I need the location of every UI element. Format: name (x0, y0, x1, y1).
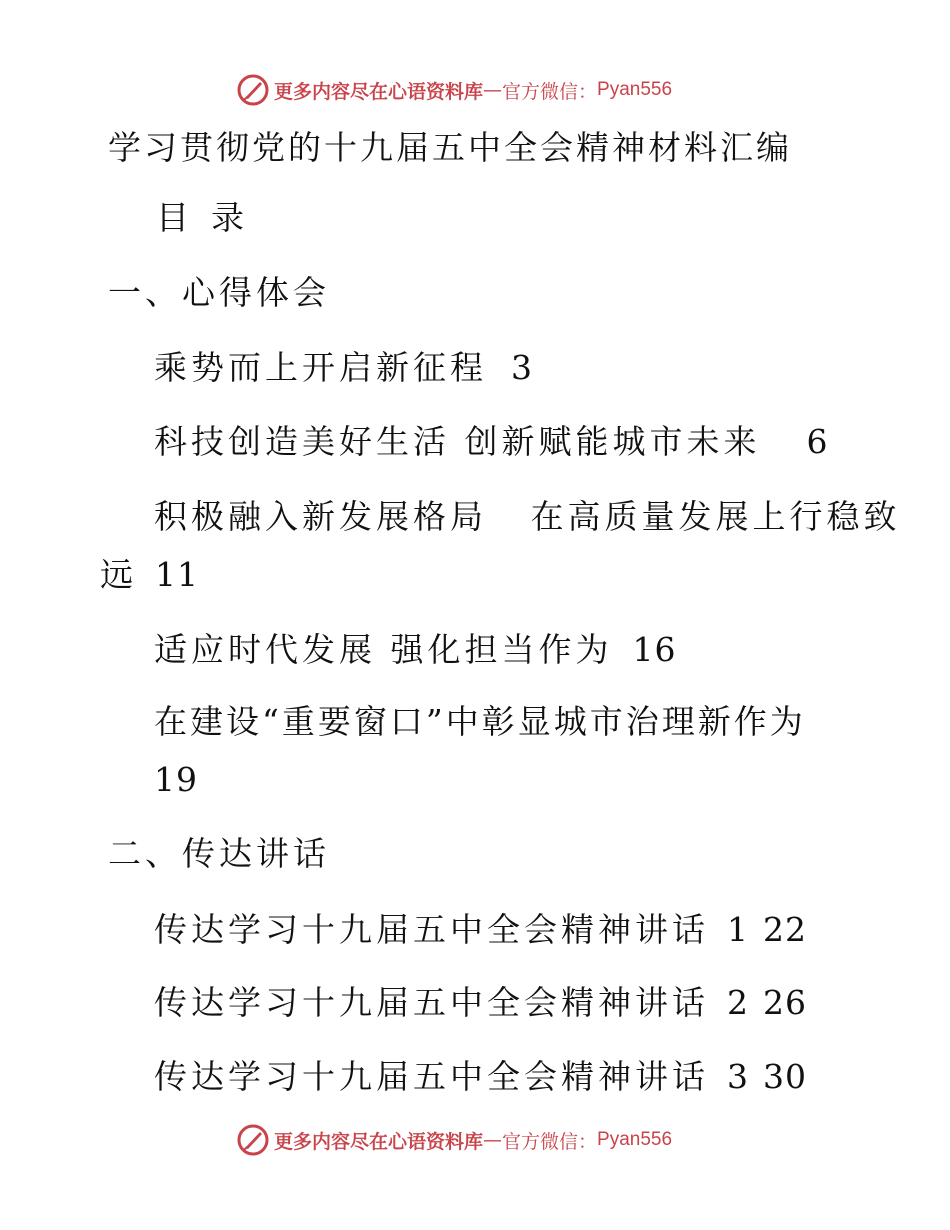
section-heading-2: 二、传达讲话 (108, 834, 330, 873)
toc-item-text: 适应时代发展 强化担当作为 (154, 630, 613, 669)
toc-item (154, 497, 900, 537)
section-heading-1: 一、心得体会 (108, 273, 330, 312)
toc-item (154, 630, 677, 670)
toc-item-page: 16 (632, 630, 677, 669)
footer-watermark (236, 1122, 672, 1158)
toc-item (154, 348, 533, 388)
toc-item-page: 3 (511, 348, 533, 387)
toc-item-index: 3 (727, 1057, 749, 1096)
watermark-separator: — (483, 1129, 503, 1151)
toc-item-page: 22 (763, 910, 807, 949)
watermark-wechat-label: 官方微信： (502, 1130, 598, 1153)
watermark-brand: 更多内容尽在心语资料库 (274, 80, 484, 103)
toc-item-text: 传达学习十九届五中全会精神讲话 (154, 910, 709, 949)
watermark-brand: 更多内容尽在心语资料库 (274, 1130, 484, 1153)
toc-item (154, 1057, 807, 1097)
document-title: 学习贯彻党的十九届五中全会精神材料汇编 (108, 128, 792, 167)
toc-item-page: 30 (763, 1057, 807, 1096)
toc-item-text: 积极融入新发展格局 在高质量发展上行稳致 (154, 497, 901, 536)
watermark-wechat-id: Pyan556 (597, 1129, 673, 1150)
toc-item (154, 910, 807, 950)
quill-logo-icon (236, 1123, 270, 1157)
toc-item-text: 传达学习十九届五中全会精神讲话 (154, 1057, 709, 1096)
watermark-separator: — (483, 79, 503, 101)
toc-item-continuation (100, 555, 199, 595)
toc-heading (156, 198, 244, 238)
toc-item-page: 26 (763, 983, 807, 1022)
toc-item-text: 传达学习十九届五中全会精神讲话 (154, 983, 709, 1022)
toc-item-index: 2 (727, 983, 749, 1022)
toc-item-text: 在建设“重要窗口”中彰显城市治理新作为 (154, 702, 806, 741)
toc-item-text: 科技创造美好生活 创新赋能城市未来 (154, 422, 761, 461)
quill-logo-icon (236, 73, 270, 107)
watermark-wechat-label: 官方微信： (502, 80, 598, 103)
toc-item-text: 乘势而上开启新征程 (154, 348, 487, 387)
toc-item-page: 11 (155, 555, 199, 594)
toc-item (154, 702, 806, 742)
toc-item-page: 6 (806, 422, 829, 461)
toc-item-continuation (154, 760, 198, 800)
toc-item (154, 422, 829, 462)
toc-item-text-cont: 远 (100, 555, 137, 594)
toc-item-index: 1 (727, 910, 749, 949)
watermark-wechat-id: Pyan556 (597, 79, 673, 100)
toc-item (154, 983, 807, 1023)
toc-item-page: 19 (154, 760, 198, 799)
toc-heading-char-1: 目 (156, 198, 189, 237)
toc-heading-char-2: 录 (211, 198, 244, 237)
header-watermark (236, 72, 672, 108)
